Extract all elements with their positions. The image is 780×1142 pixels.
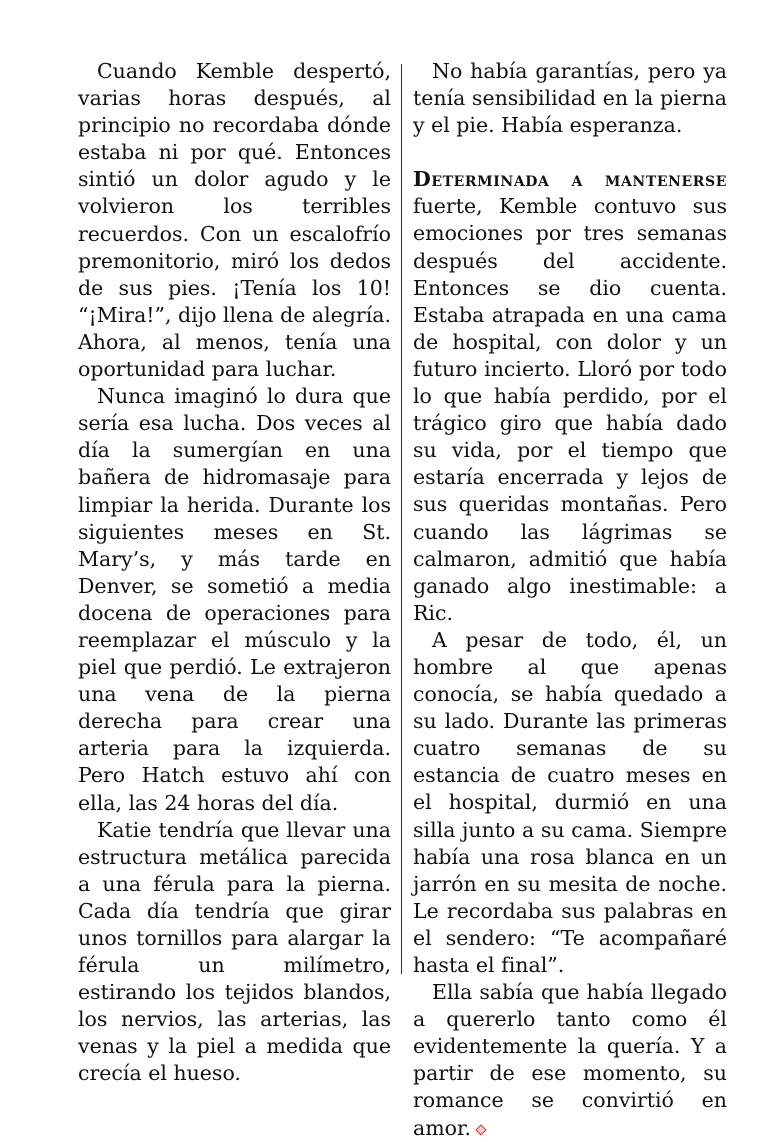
paragraph-romance-text: Ella sabía que había llegado a quererlo tanto como él evidentemente la quería. Y a partir de ese momento, su romance se convirtió en amor. xyxy=(413,980,727,1140)
paragraph-the-fight: Nunca imaginó lo dura que sería esa lucha. Dos veces al día la sumergían en una bañera de hidromasaje para limpiar la herida. Durante los siguientes meses en St. Mary’s, y más tarde en Denver, se sometió a media docena de operaciones para reemplazar el músculo y la piel que perdió. Le extrajeron una vena de la pierna derecha para crear una arteria para la izquierda. Pero Hatch estuvo ahí con ella, las 24 horas del día. xyxy=(78,384,391,815)
paragraph-kemble-wakes: Cuando Kemble despertó, varias horas después, al principio no recordaba dónde estaba ni por qué. Entonces sintió un dolor agudo y le volvieron los terribles recuerdos. Con un escalofrío premonitorio, miró los dedos de sus pies. ¡Tenía los 10! “¡Mira!”, dijo llena de alegría. Ahora, al menos, tenía una oportunidad para luchar. xyxy=(78,59,392,382)
paragraph-stayed-by-her-side: A pesar de todo, él, un hombre al que apenas conocía, se había quedado a su lado. Durante las primeras cuatro semanas de su estancia de cuatro meses en el hospital, durmió en una silla junto a su cama. Siempre había una rosa blanca en un jarrón en su mesita de noche. Le recordaba sus palabras en el sendero: “Te acompañaré hasta el final”. xyxy=(413,627,727,977)
paragraph-determined-text: fuerte, Kemble contuvo sus emociones por tres semanas después del accidente. Entonces se dio cuenta. Estaba atrapada en una cama de hospital, con dolor y un futuro incierto. Lloró por todo lo que había perdido, por el trágico giro que había dado su vida, por el tiempo que estaría encerrada y lejos de sus queridas montañas. Pero cuando las lágrimas se calmaron, admitió que había ganado algo inestimable: a Ric. xyxy=(413,194,727,625)
right-column xyxy=(413,58,727,1142)
paragraph-romance xyxy=(413,979,727,1142)
left-column xyxy=(78,58,391,1088)
column-divider xyxy=(401,64,402,974)
diamond-end-mark-icon xyxy=(475,1124,486,1135)
paragraph-hope: No había garantías, pero ya tenía sensibilidad en la pierna y el pie. Había esperanza. xyxy=(413,59,727,138)
paragraph-determined xyxy=(413,166,727,627)
paragraph-metal-frame: Katie tendría que llevar una estructura metálica parecida a una férula para la pierna. Cada día tendría que girar unos tornillos para alargar la férula un milímetro, estirando los tejidos blandos, los nervios, las arterias, las venas y la piel a medida que crecía el hueso. xyxy=(78,817,391,1086)
section-lead-in: Determinada a mantenerse xyxy=(413,167,727,192)
